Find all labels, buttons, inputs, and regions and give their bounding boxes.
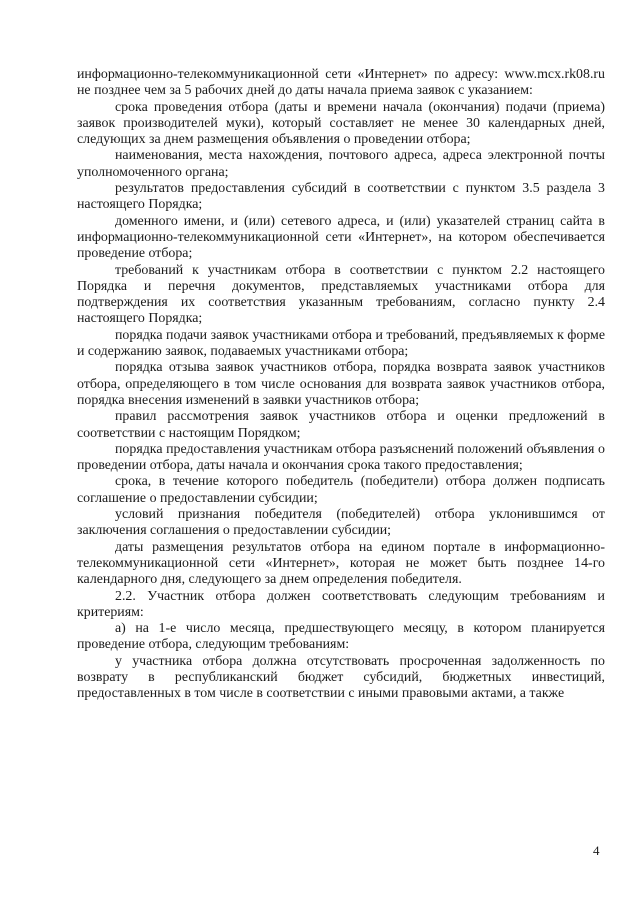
document-body [77,67,605,703]
paragraph-section-2-2: 2.2. Участник отбора должен соответствовать следующим требованиям и критериям: [77,588,605,620]
paragraph-subsidy-results: результатов предоставления субсидий в соответствии с пунктом 3.5 раздела 3 настоящего Порядка; [77,181,605,213]
paragraph-review-rules: правил рассмотрения заявок участников отбора и оценки предложений в соответствии с настоящим Порядком; [77,409,605,441]
paragraph-participant-requirements: требований к участникам отбора в соответствии с пунктом 2.2 настоящего Порядка и перечня документов, представляемых участниками отбора для подтверждения их соответствия указанным требованиям, согласно пункту 2.4 настоящего Порядка; [77,262,605,327]
paragraph-application-procedure: порядка подачи заявок участниками отбора и требований, предъявляемых к форме и содержанию заявок, подаваемых участниками отбора; [77,327,605,360]
paragraph-results-publication: даты размещения результатов отбора на едином портале в информационно-телекоммуникационной сети «Интернет», которая не может быть позднее 14-го календарного дня, следующего за днем определения победителя. [77,539,605,588]
page-number: 4 [593,843,600,858]
paragraph-evasion-conditions: условий признания победителя (победителей) отбора уклонившимся от заключения соглашения о предоставлении субсидии; [77,507,605,539]
paragraph-continuation: информационно-телекоммуникационной сети «Интернет» по адресу: www.mcx.rk08.ru не позднее чем за 5 рабочих дней до даты начала приема заявок с указанием: [77,67,605,99]
paragraph-overdue-debt: у участника отбора должна отсутствовать просроченная задолженность по возврату в республиканский бюджет субсидий, бюджетных инвестиций, предоставленных в том числе в соответствии с иными правовыми актами, а также [77,653,605,702]
paragraph-application-withdrawal: порядка отзыва заявок участников отбора, порядка возврата заявок участников отбора, определяющего в том числе основания для возврата заявок участников отбора, порядка внесения изменений в заявки участников отбора; [77,360,605,408]
paragraph-selection-deadline: срока проведения отбора (даты и времени начала (окончания) подачи (приема) заявок производителей муки), который составляет не менее 30 календарных дней, следующих за днем размещения объявления о проведении отбора; [77,99,605,148]
paragraph-domain-name: доменного имени, и (или) сетевого адреса, и (или) указателей страниц сайта в информационно-телекоммуникационной сети «Интернет», на котором обеспечивается проведение отбора; [77,213,605,262]
paragraph-authority-details: наименования, места нахождения, почтового адреса, адреса электронной почты уполномоченного органа; [77,148,605,180]
paragraph-clarifications: порядка предоставления участникам отбора разъяснений положений объявления о проведении отбора, даты начала и окончания срока такого предоставления; [77,441,605,474]
paragraph-signing-deadline: срока, в течение которого победитель (победители) отбора должен подписать соглашение о предоставлении субсидии; [77,474,605,506]
paragraph-item-a: а) на 1-е число месяца, предшествующего месяцу, в котором планируется проведение отбора, следующим требованиям: [77,621,605,653]
